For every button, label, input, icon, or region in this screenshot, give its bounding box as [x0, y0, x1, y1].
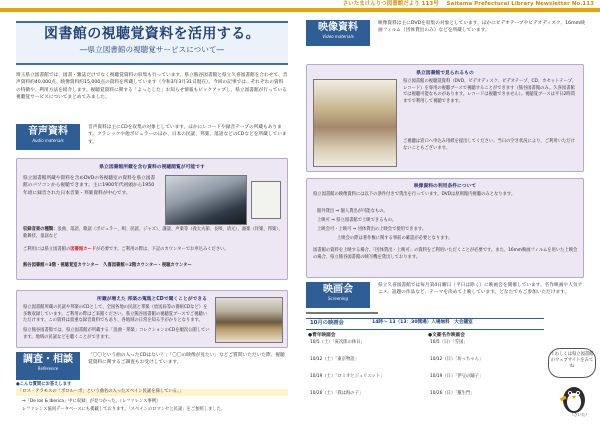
screening-text: 県立久喜図書館では毎月第4日曜日（平日は除く）に映画会を開催しています。名作映画や人気アニメ、話題の作品など、テーマを決めて上映しています。どなたでもご参加いただけます。	[378, 283, 583, 296]
schedule-right-item: 10/5（日）「雪国」	[430, 340, 468, 345]
video-terms-text3: 図書館の資料を上映する場合、「団体貸出・上映可」の資料をご利用いただくことが必要です。また、16mm映画フィルムを用いた上映会の場合、県立熊谷図書館の映写機を貸出しております。	[313, 248, 578, 260]
video-terms-box	[306, 178, 584, 278]
schedule-left-item: 10/19（土）「ロミオとジュリエット」	[310, 374, 385, 379]
header	[0, 0, 600, 12]
screening-spacer	[306, 312, 378, 314]
audio-archive-title: 県立図書館所蔵を含む資料の視聴閲覧が可能です	[99, 165, 205, 170]
screening-label-en: Screening	[327, 296, 349, 301]
video-section-label	[306, 20, 370, 46]
note-rest: が必要です。ご利用の際は、下記のカウンターでお申込みください。	[96, 247, 229, 252]
reference-label-en: Reference	[37, 366, 59, 371]
computer-screen-photo	[165, 175, 247, 225]
video-terms-text: 県立図書館の映像資料には以下の条件付きで貸出を行っています。DVDは原則館内視聴のみとなります。	[313, 192, 516, 197]
reference-example: 「ロス・アラモスの「ボロルーポ」という曲名の入ったスペイン民謡を探している。」	[16, 389, 288, 396]
screening-section-label	[306, 282, 370, 308]
cd-shelf-photo	[215, 297, 283, 343]
reference-answer2: レファレンス協同データベースにも掲載しております。「スペインのロマンセと民謡」をご参照しました。	[22, 407, 226, 412]
folk-cd-title: 所蔵が増えた 邦楽の蒐集とCDで聞くことができる	[97, 297, 207, 302]
intro-text: 埼玉県立図書館では、図書・雑誌だけでなく視聴覚資料の収集も行っています。県立熊谷図書館と県立久喜図書館を合わせて、音声資料約40,000点、映像資料約15,000点の資料を所蔵しています（令和3年3月31日現在）。今回の記事では、それぞれの資料の特徴や、利用方法を紹介します。視聴覚資料に関する「よっとした」お知らせ情報もピックアップし、県立図書館が行っている視聴覚サービスについてまとめてみました。	[16, 73, 288, 100]
device-photo	[251, 181, 281, 219]
reference-quote: 「〇〇という曲の入ったCDはない？」「〇〇の映像が見たい」などご質問いただいた際、視聴覚資料に関するご調査もお受けしています。	[88, 353, 285, 366]
schedule-mid-rule	[306, 329, 544, 330]
reference-example-label: ●こんな質問にお答えします	[16, 382, 72, 387]
reference-label-jp: 調査・相談	[23, 354, 73, 365]
schedule-time: 14時～ 13（13：30開場）入場無料 大会議室	[372, 320, 473, 325]
header-bar	[0, 8, 600, 12]
penguin-mascot-icon	[556, 380, 592, 414]
video-booth-title: 県立図書館で見られるもの	[416, 71, 474, 76]
content-text: 浪曲、落語、歌謡（ポピュラー、唄、民謡、ジャズ）、講談、声楽等（義太夫節、長唄、清元）、器楽（洋楽、邦楽）、歌舞伎、童謡など	[23, 227, 283, 239]
schedule-left-item: 10/12（土）「東京物語」	[310, 357, 359, 362]
article-subtitle: ―県立図書館の視聴覚サービスについて―	[79, 45, 225, 55]
video-terms-item-2: 上映可 ⇒ 県立図書館で上映できるもの。	[317, 218, 397, 223]
screening-label-jp: 映画会	[323, 284, 353, 295]
audio-section-label	[16, 124, 80, 150]
video-booth-text: 県立図書館の視聴覚資料（DVD、ビデオディスク、ビデオテープ、CD、カセットテープ、レコード）を専用の視聴ブースで視聴することができます（熊谷図書館のみ。久喜図書館では視聴可能なものがあります。レコードは視聴できません）。視聴覚ブースは平日2時間までで利用して視聴できます。	[403, 79, 576, 104]
audio-archive-text: 県立図書館所蔵や資料を含めDVDの各視聴室の資料を県立図書館のパソコンから視聴できます。主に1900年代初頭から1950年頃に録音された日本音楽・邦楽資料が中心です。	[23, 176, 156, 196]
schedule-right-item: 10/26（日）「羅生門」	[430, 391, 475, 396]
video-terms-item-1: 館外貸出 ⇒ 個人貸出が可能なもの。	[317, 209, 388, 214]
audio-label-en: Audio materials	[32, 138, 64, 143]
article-title-box	[16, 21, 288, 65]
note-text: ご利用には県立図書館の	[23, 247, 71, 252]
video-label-en: Video materials	[322, 34, 354, 39]
folk-cd-text2: 県立熊谷図書館では、県立図書館が所蔵する「浪曲・邦楽」コレクションのCDを順次公開しています。地域の民謡などを聴くことができます。	[23, 328, 210, 340]
schedule-left-head: ●青年映画会	[308, 333, 336, 338]
video-booth-text2: ご視聴は窓口へ申込み用紙を提出してください。当日の空き状況により、ご利用いただけないこともございます。	[403, 139, 575, 151]
newsletter-title-jp: さいたまけんりつ図書館だより 113号	[342, 1, 439, 7]
audio-text: 音声資料は主にCDを収集の対象としています。ほかにレコードや録音テープの所蔵もあります。クラシックや他ポピュラーのほか、日本の民謡、邦楽、落語などのCDなどを所蔵しています。	[88, 125, 287, 145]
schedule-top-rule	[306, 318, 544, 319]
video-terms-title: 映像資料の利用条件について	[413, 184, 477, 189]
video-terms-note: 上映会の際は著作権に関する事前の確認が必要となります。	[337, 236, 453, 241]
video-text: 映像資料は主にDVDを収集の対象としています。ほかにビデオテープやビデオディスク、16mm映画フィルム（団体貸出のみ）などを所蔵しています。	[378, 21, 585, 34]
content-label: 収録音楽の種類：	[23, 227, 58, 232]
viewing-booth-photo	[313, 79, 397, 167]
schedule-right-item: 10/12（日）「坊っちゃん」	[430, 357, 484, 362]
video-label-jp: 映像資料	[318, 22, 358, 33]
reference-section-label	[16, 352, 80, 380]
audio-archive-box	[16, 158, 288, 280]
mascot-credit: （さいた）	[570, 412, 589, 417]
screening-schedule	[306, 318, 544, 422]
audio-archive-content	[23, 227, 283, 240]
folk-cd-box	[16, 290, 288, 348]
newsletter-title-en: Saitama Prefectural Library Newsletter No.113	[446, 1, 594, 7]
audio-label-jp: 音声資料	[28, 126, 68, 137]
article-title: 図書館の視聴覚資料を活用する。	[44, 26, 260, 42]
library-card-highlight: 図書館カード	[70, 247, 97, 252]
schedule-title: 10月の映画会	[310, 320, 344, 326]
schedule-right-item: 10/19（日）「伊豆の踊子」	[430, 374, 484, 379]
schedule-left-item: 10/5（土）「寅次郎の休日」	[310, 340, 365, 345]
website-callout-bubble: くわしくは県立図書館のウェブサイトをみてね	[548, 348, 596, 378]
reference-answer: ⇒「De los & Iberica」中に収録」が見つかった。（レファレンス事例）	[22, 399, 161, 404]
audio-counters: 熊谷図書館＝3階・視聴覚室カウンター 久喜図書館＝2階カウンター・視聴カウンター	[23, 263, 192, 268]
video-terms-item-3: 上映会可・上映可 ⇒ 団体貸出の上映会で使用できます。	[317, 227, 427, 232]
video-booth-box	[306, 64, 584, 172]
schedule-right-head: ●文豪名作映画会	[428, 333, 465, 338]
schedule-left-item: 10/26（土）「我は海の子」	[310, 391, 364, 396]
folk-cd-text: 県立図書館所蔵の民謡や邦楽のCDとして、全国各地の民謡と邦楽（放送局等の番組CDなど）を多数収録しています。ご利用の際はご来館ください。県立熊谷図書館の視聴覚ブースでご視聴いただけます。この資料は貴重な録音資料でもあり、各地域の日常を知る手がかりとなります。	[23, 305, 208, 324]
newsletter-title	[343, 0, 594, 8]
audio-archive-note	[23, 247, 283, 254]
